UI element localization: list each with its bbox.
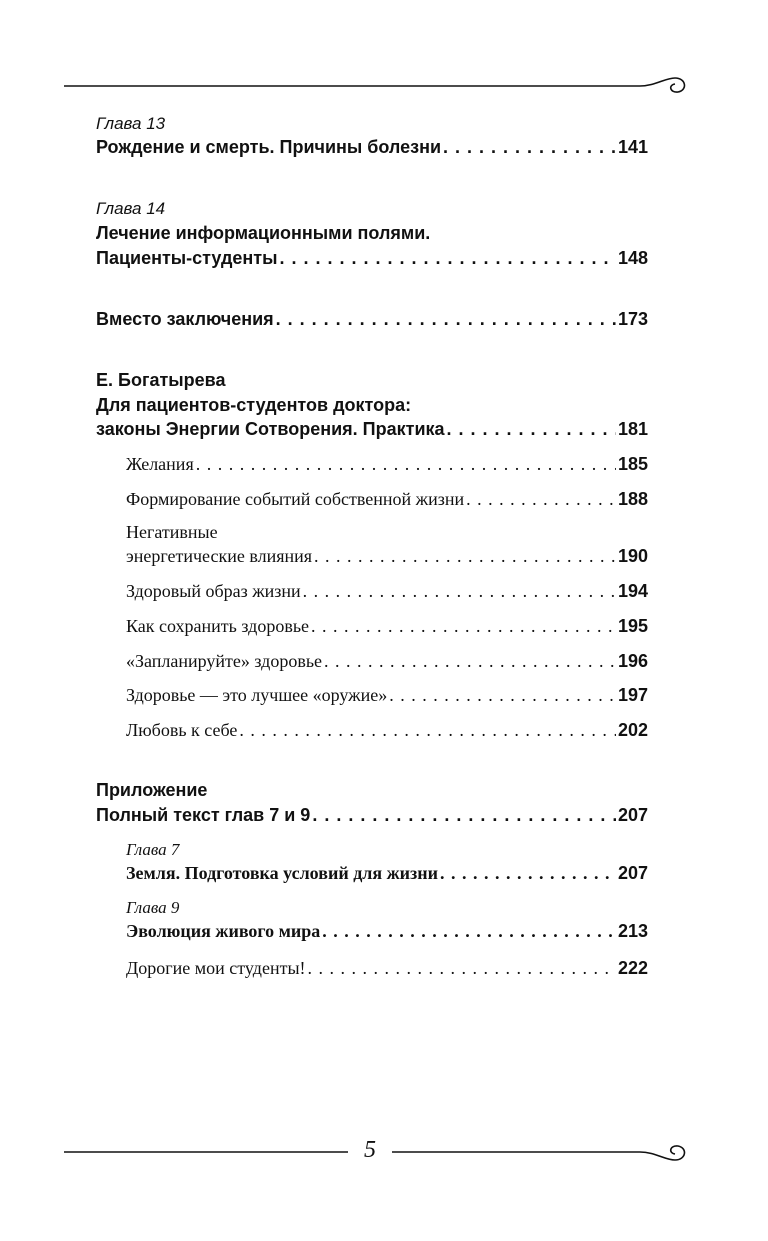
entry-page: 173 — [617, 309, 648, 329]
toc-entry-chapter-13[interactable] — [96, 135, 648, 159]
entry-title: Формирование событий собственной жизни — [126, 489, 465, 509]
leader-dots — [443, 135, 616, 159]
appendix-label: Приложение — [96, 780, 208, 800]
entry-page: 196 — [617, 651, 648, 671]
entry-title: Любовь к себе — [126, 720, 238, 740]
entry-title: законы Энергии Сотворения. Практика — [96, 419, 445, 439]
appendix-chapter-9-label: Глава 9 — [126, 898, 180, 917]
entry-page: 197 — [617, 685, 648, 705]
entry-page: 148 — [617, 248, 648, 268]
toc-entry-chapter-14[interactable] — [96, 246, 648, 270]
leader-dots — [311, 614, 616, 638]
leader-dots — [324, 649, 616, 673]
entry-page: 222 — [617, 958, 648, 978]
leader-dots — [303, 579, 616, 603]
section-author: Е. Богатырева — [96, 370, 226, 390]
entry-title: Здоровье — это лучшее «оружие» — [126, 685, 388, 705]
entry-page: 195 — [617, 616, 648, 636]
toc-subentry[interactable] — [126, 649, 648, 673]
entry-page: 185 — [617, 454, 648, 474]
leader-dots — [314, 544, 616, 568]
chapter-13-label: Глава 13 — [96, 114, 166, 133]
leader-dots — [276, 307, 616, 331]
toc-subentry[interactable] — [126, 544, 648, 568]
leader-dots — [447, 417, 616, 441]
leader-dots — [239, 718, 616, 742]
leader-dots — [466, 487, 616, 511]
toc-entry-appendix[interactable] — [96, 803, 648, 827]
entry-page: 141 — [617, 137, 648, 157]
leader-dots — [322, 919, 616, 943]
toc-subentry[interactable] — [126, 718, 648, 742]
entry-page: 188 — [617, 489, 648, 509]
page-number: 5 — [364, 1137, 376, 1163]
leader-dots — [389, 683, 616, 707]
chapter-14-title-line1: Лечение информационными полями. — [96, 223, 431, 243]
entry-title: Желания — [126, 454, 194, 474]
entry-page: 207 — [617, 863, 648, 883]
entry-page: 202 — [617, 720, 648, 740]
toc-entry-conclusion[interactable] — [96, 307, 648, 331]
leader-dots — [308, 956, 616, 980]
entry-title: Земля. Подготовка условий для жизни — [126, 863, 439, 883]
toc-subentry-chapter-9[interactable] — [126, 919, 648, 943]
entry-page: 207 — [617, 805, 648, 825]
entry-title: Пациенты-студенты — [96, 248, 278, 268]
entry-title: «Запланируйте» здоровье — [126, 651, 323, 671]
leader-dots — [440, 861, 616, 885]
entry-title: Здоровый образ жизни — [126, 581, 301, 601]
leader-dots — [196, 452, 616, 476]
entry-page: 194 — [617, 581, 648, 601]
entry-page: 190 — [617, 546, 648, 566]
leader-dots — [312, 803, 616, 827]
entry-page: 181 — [617, 419, 648, 439]
appendix-chapter-7-label: Глава 7 — [126, 840, 180, 859]
toc-subentry-closing[interactable] — [126, 956, 648, 980]
entry-title: Дорогие мои студенты! — [126, 958, 306, 978]
toc-subentry-chapter-7[interactable] — [126, 861, 648, 885]
entry-title: Эволюция живого мира — [126, 921, 321, 941]
section-title-line1: Для пациентов-студентов доктора: — [96, 395, 412, 415]
toc-subentry[interactable] — [126, 614, 648, 638]
toc-subentry[interactable] — [126, 579, 648, 603]
entry-title: Как сохранить здоровье — [126, 616, 310, 636]
leader-dots — [279, 246, 615, 270]
toc-subentry[interactable] — [126, 452, 648, 476]
entry-title: Вместо заключения — [96, 309, 274, 329]
toc-subentry[interactable] — [126, 683, 648, 707]
entry-title: энергетические влияния — [126, 546, 313, 566]
chapter-14-label: Глава 14 — [96, 199, 166, 218]
subentry-title-line1: Негативные — [126, 522, 218, 542]
entry-title: Рождение и смерть. Причины болезни — [96, 137, 442, 157]
entry-title: Полный текст глав 7 и 9 — [96, 805, 311, 825]
entry-page: 213 — [617, 921, 648, 941]
toc-subentry[interactable] — [126, 487, 648, 511]
toc-entry-section[interactable] — [96, 417, 648, 441]
top-ornament-rule — [0, 66, 768, 106]
